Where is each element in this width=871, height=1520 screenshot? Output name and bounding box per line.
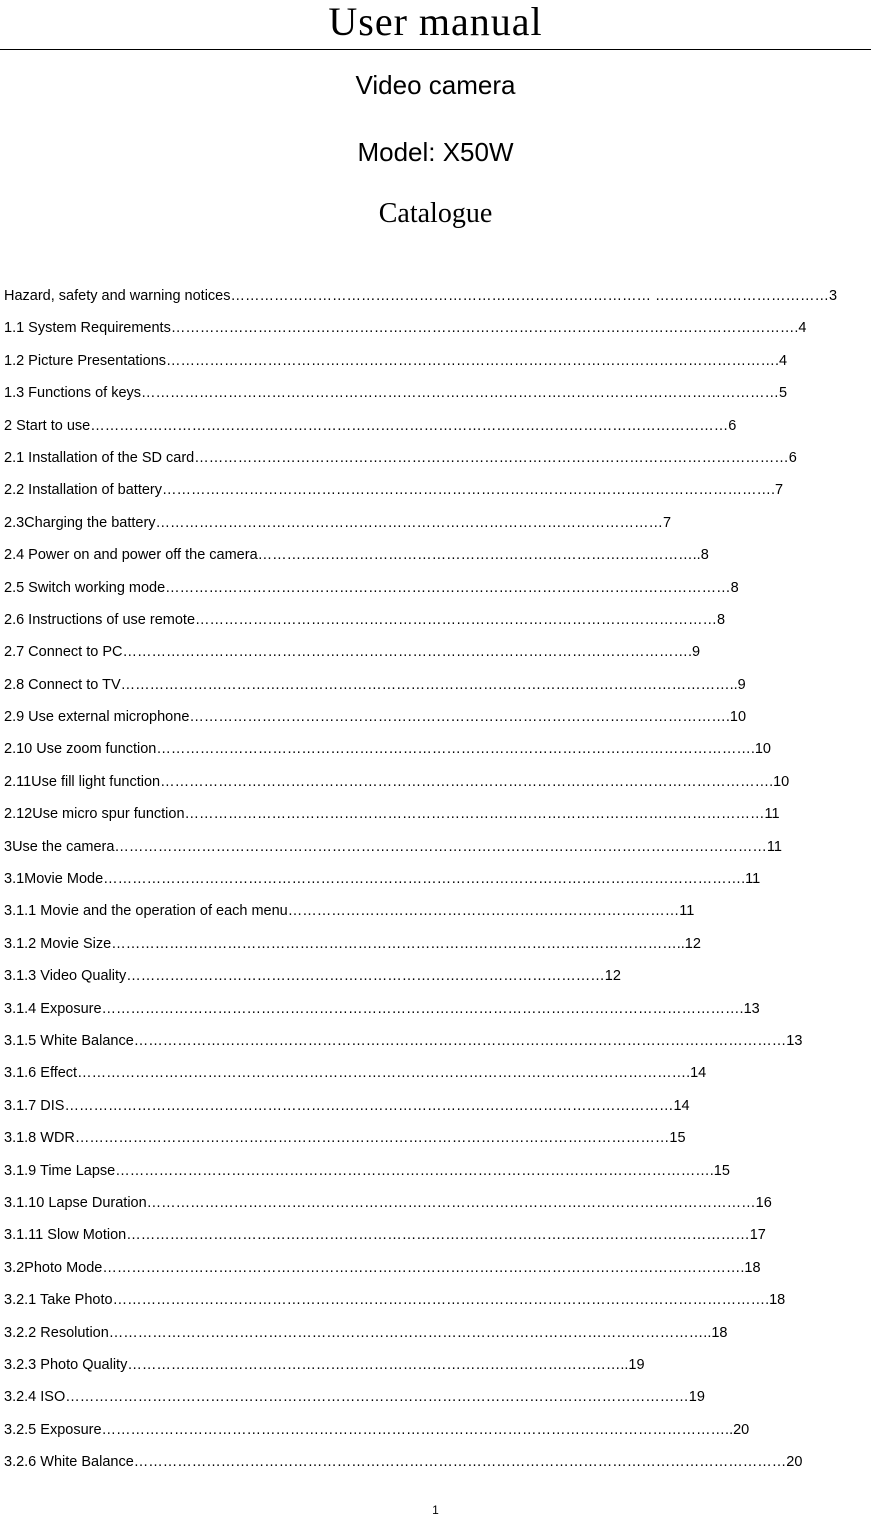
toc-heading: Catalogue (378, 198, 493, 229)
toc-entry[interactable] (4, 802, 868, 834)
page-number: 1 (432, 1503, 439, 1517)
toc-entry[interactable] (4, 673, 868, 705)
toc-entry[interactable] (4, 737, 868, 769)
toc-entry[interactable] (4, 1029, 868, 1061)
toc-entry-text: 3.2.3 Photo Quality…………………………………………………………………………………………..19 (4, 1356, 645, 1373)
toc-entry-text: 3.1Movie Mode…………………………………………………………………………………………………………………….11 (4, 871, 761, 888)
toc-entry-text: 3.1.3 Video Quality………………………………………………………………………………………12 (4, 968, 621, 985)
toc-entry-text: 2.11Use fill light function……………………………………………………………………………………………………………….10 (4, 773, 790, 790)
toc-entry[interactable] (4, 381, 868, 413)
toc-entry-text: 2.1 Installation of the SD card……………………………………………………………………………………………………………6 (4, 449, 797, 466)
toc-entry[interactable] (4, 576, 868, 608)
toc-entry-text: 3.2.4 ISO…………………………………………………………………………………………………………………19 (4, 1389, 705, 1406)
toc-entry-text: 2.6 Instructions of use remote………………………………………………………………………………………………8 (4, 611, 726, 628)
toc-entry[interactable] (4, 478, 868, 510)
toc-entry[interactable] (4, 446, 868, 478)
toc-entry-text: 3.2.2 Resolution……………………………………………………………………………………………………………..18 (4, 1324, 728, 1341)
title-divider (0, 49, 871, 50)
toc-entry[interactable] (4, 414, 868, 446)
toc-entry-text: 3.1.7 DIS………………………………………………………………………………………………………………14 (4, 1097, 690, 1114)
toc-entry[interactable] (4, 1450, 868, 1482)
toc-entry[interactable] (4, 640, 868, 672)
toc-entry[interactable] (4, 608, 868, 640)
toc-entry[interactable] (4, 1321, 868, 1353)
toc-entry[interactable] (4, 1191, 868, 1223)
toc-entry-text: 2 Start to use……………………………………………………………………………………………………………………6 (4, 417, 737, 434)
toc-entry[interactable] (4, 997, 868, 1029)
toc-entry[interactable] (4, 543, 868, 575)
toc-entry[interactable] (4, 1353, 868, 1385)
toc-entry[interactable] (4, 1061, 868, 1093)
toc-entry[interactable] (4, 1094, 868, 1126)
toc-entry[interactable] (4, 770, 868, 802)
toc-entry-text: 3.1.5 White Balance………………………………………………………………………………………………………………………13 (4, 1032, 803, 1049)
toc-entry-text: 3.1.8 WDR……………………………………………………………………………………………………………15 (4, 1130, 686, 1147)
toc-entry[interactable] (4, 932, 868, 964)
toc-entry-text: 2.7 Connect to PC……………………………………………………………………………………………………….9 (4, 644, 701, 661)
toc-entry[interactable] (4, 1418, 868, 1450)
toc-entry[interactable] (4, 349, 868, 381)
toc-entry-text: 2.4 Power on and power off the camera………………………………………………………………………………..8 (4, 547, 709, 564)
table-of-contents (4, 284, 868, 1482)
toc-entry-text: 1.2 Picture Presentations……………………………………………………………………………………………………………….4 (4, 352, 788, 369)
toc-entry[interactable] (4, 1159, 868, 1191)
toc-entry[interactable] (4, 1385, 868, 1417)
toc-entry-text: 3.1.11 Slow Motion…………………………………………………………………………………………………………………17 (4, 1227, 766, 1244)
toc-entry[interactable] (4, 1126, 868, 1158)
toc-entry[interactable] (4, 1256, 868, 1288)
toc-entry-text: 2.9 Use external microphone………………………………………………………………………………………………….10 (4, 709, 747, 726)
toc-entry-text: 3.1.9 Time Lapse…………………………………………………………………………………………………………….15 (4, 1162, 730, 1179)
toc-entry-text: 3.1.6 Effect……………………………………………………………………………………………………………….14 (4, 1065, 707, 1082)
toc-entry-text: 3.1.10 Lapse Duration………………………………………………………………………………………………………………16 (4, 1194, 772, 1211)
toc-entry-text: 3.2.1 Take Photo……………………………………………………………………………………………………………………….18 (4, 1292, 786, 1309)
toc-entry-text: 2.2 Installation of battery……………………………………………………………………………………………………………….7 (4, 482, 784, 499)
toc-entry-text: Hazard, safety and warning notices…………………………………………………………………………… ………………………………3 (4, 288, 838, 304)
model-number: Model: X50W (357, 137, 514, 167)
toc-entry[interactable] (4, 705, 868, 737)
toc-entry-text: 3.1.1 Movie and the operation of each menu………………………………………………………………………11 (4, 903, 695, 920)
toc-entry-text: 2.5 Switch working mode………………………………………………………………………………………………………8 (4, 579, 739, 596)
toc-entry-text: 1.3 Functions of keys……………………………………………………………………………………………………………………5 (4, 385, 788, 402)
toc-entry-text: 2.10 Use zoom function…………………………………………………………………………………………………………….10 (4, 741, 771, 758)
toc-entry-text: 1.1 System Requirements………………………………………………………………………………………………………………….4 (4, 320, 807, 337)
toc-entry[interactable] (4, 316, 868, 348)
toc-entry-text: 3.2.5 Exposure…………………………………………………………………………………………………………………..20 (4, 1421, 750, 1438)
toc-entry-text: 3.1.2 Movie Size………………………………………………………………………………………………………..12 (4, 935, 701, 952)
toc-entry[interactable] (4, 867, 868, 899)
product-name: Video camera (355, 70, 516, 100)
toc-entry[interactable] (4, 1223, 868, 1255)
toc-entry-text: 3.2.6 White Balance………………………………………………………………………………………………………………………20 (4, 1454, 803, 1471)
toc-entry-text: 2.3Charging the battery……………………………………………………………………………………………7 (4, 514, 672, 531)
toc-entry[interactable] (4, 1288, 868, 1320)
toc-entry-text: 3.1.4 Exposure…………………………………………………………………………………………………………………….13 (4, 1000, 760, 1017)
toc-entry-text: 3Use the camera………………………………………………………………………………………………………………………11 (4, 838, 782, 855)
toc-entry-text: 2.8 Connect to TV………………………………………………………………………………………………………………..9 (4, 676, 746, 693)
toc-entry[interactable] (4, 964, 868, 996)
toc-entry[interactable] (4, 511, 868, 543)
document-title: User manual (328, 0, 543, 44)
toc-entry[interactable] (4, 835, 868, 867)
toc-entry[interactable] (4, 284, 868, 316)
toc-entry[interactable] (4, 899, 868, 931)
toc-entry-text: 3.2Photo Mode…………………………………………………………………………………………………………………….18 (4, 1259, 761, 1276)
toc-entry-text: 2.12Use micro spur function…………………………………………………………………………………………………………11 (4, 806, 780, 823)
